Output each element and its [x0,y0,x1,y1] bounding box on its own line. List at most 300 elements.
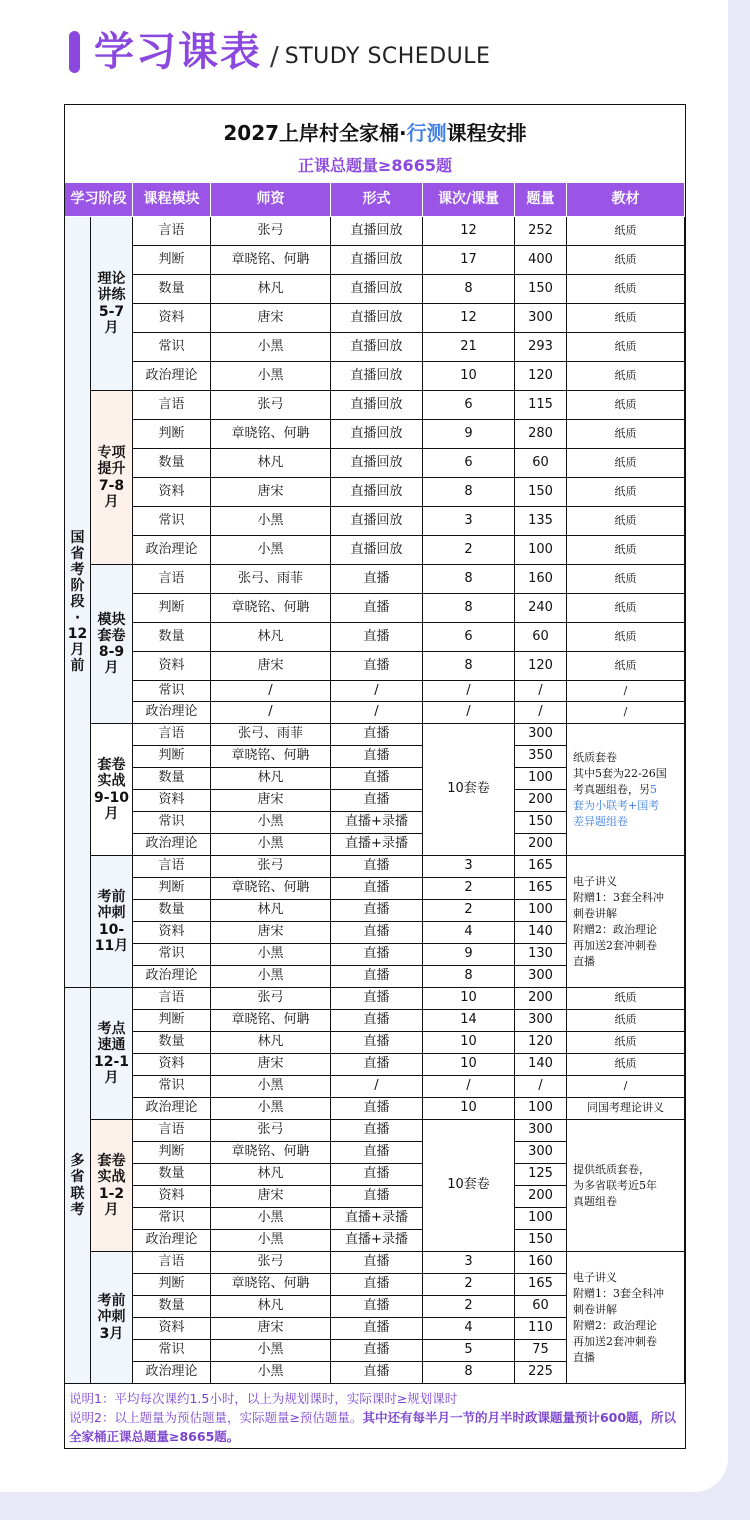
form-cell: 直播 [331,724,423,746]
column-header-lessons: 课次/课量 [423,183,515,217]
module-cell: 言语 [133,988,211,1010]
page-header [70,26,490,76]
questions-cell: 160 [515,1252,567,1274]
module-cell: 言语 [133,565,211,594]
lessons-cell: 3 [423,1252,515,1274]
teacher-cell: 小黑 [211,1362,331,1384]
module-cell: 资料 [133,1318,211,1340]
questions-cell: 200 [515,834,567,856]
module-cell: 判断 [133,594,211,623]
material-cell: 纸质 [567,420,685,449]
lessons-cell: 10 [423,1098,515,1120]
form-cell: 直播回放 [331,478,423,507]
form-cell: 直播 [331,1362,423,1384]
material-note-line: 电子讲义 [573,1270,617,1284]
form-cell: 直播+录播 [331,1208,423,1230]
material-cell: 纸质 [567,304,685,333]
lessons-cell: 21 [423,333,515,362]
module-cell: 言语 [133,217,211,246]
teacher-cell: 小黑 [211,1230,331,1252]
teacher-cell: 林凡 [211,449,331,478]
schedule-card [64,104,686,1449]
teacher-cell: 唐宋 [211,922,331,944]
module-cell: 言语 [133,724,211,746]
questions-cell: 200 [515,988,567,1010]
lessons-cell: 8 [423,478,515,507]
teacher-cell: / [211,681,331,702]
teacher-cell: 唐宋 [211,1318,331,1340]
module-cell: 资料 [133,478,211,507]
questions-cell: / [515,1076,567,1098]
form-cell: / [331,702,423,724]
form-cell: 直播 [331,1296,423,1318]
stage-label: 专项 提升 7-8 月 [91,391,133,565]
material-note-line [573,874,664,970]
material-note-line: 再加送2套冲刺卷 [573,1334,657,1348]
teacher-cell: 张弓、雨菲 [211,565,331,594]
lessons-cell: 14 [423,1010,515,1032]
lessons-cell: 8 [423,275,515,304]
questions-cell: 120 [515,652,567,681]
footnote-1: 说明1：平均每次课约1.5小时，以上为规划课时，实际课时≥规划课时 [69,1391,458,1406]
questions-cell: 280 [515,420,567,449]
footnote-2: 说明2：以上题量为预估题量，实际题量≥预估题量。其中还有每半月一节的月半时政课题量预计600题，所以全家桶正课总题量≥8665题。 [69,1410,677,1444]
teacher-cell: 唐宋 [211,1054,331,1076]
material-note-line: 直播 [573,1350,595,1364]
module-cell: 数量 [133,1296,211,1318]
teacher-cell: 小黑 [211,1340,331,1362]
module-cell: 言语 [133,1252,211,1274]
teacher-cell: 章晓铭、何聃 [211,594,331,623]
lessons-cell: 2 [423,536,515,565]
teacher-cell: 章晓铭、何聃 [211,1274,331,1296]
form-cell: 直播回放 [331,246,423,275]
questions-cell: 160 [515,565,567,594]
questions-cell: 300 [515,1120,567,1142]
material-cell: 纸质 [567,1010,685,1032]
material-note-line [573,1162,657,1210]
module-cell: 常识 [133,812,211,834]
module-cell: 政治理论 [133,702,211,724]
form-cell: 直播 [331,1032,423,1054]
material-cell: 纸质 [567,594,685,623]
questions-cell: 165 [515,878,567,900]
questions-cell: 100 [515,1098,567,1120]
material-cell: 纸质 [567,1032,685,1054]
material-cell: / [567,702,685,724]
lessons-cell: / [423,1076,515,1098]
teacher-cell: 小黑 [211,362,331,391]
module-cell: 资料 [133,304,211,333]
material-note-line: 直播 [573,954,595,968]
questions-cell: 60 [515,1296,567,1318]
teacher-cell: 林凡 [211,900,331,922]
form-cell: 直播 [331,565,423,594]
teacher-cell: 唐宋 [211,478,331,507]
schedule-title: 2027上岸村全家桶·行测课程安排 [223,121,527,145]
material-note-line: 附赠1：3套全科冲 [573,890,664,904]
questions-cell: 300 [515,304,567,333]
material-note-line: 附赠2：政治理论 [573,1318,657,1332]
questions-cell: 60 [515,623,567,652]
lessons-cell: 6 [423,623,515,652]
lessons-cell: 10 [423,362,515,391]
form-cell: 直播 [331,1010,423,1032]
questions-cell: 100 [515,1208,567,1230]
teacher-cell: 章晓铭、何聃 [211,878,331,900]
questions-cell: 120 [515,362,567,391]
lessons-cell: 6 [423,449,515,478]
material-note-line [573,1270,664,1366]
form-cell: 直播 [331,966,423,988]
module-cell: 数量 [133,275,211,304]
questions-cell: 240 [515,594,567,623]
lessons-cell: / [423,681,515,702]
lessons-cell: 12 [423,217,515,246]
questions-cell: 200 [515,1186,567,1208]
teacher-cell: 唐宋 [211,1186,331,1208]
column-header-phase: 学习阶段 [65,183,133,217]
lessons-cell: 3 [423,507,515,536]
module-cell: 判断 [133,746,211,768]
questions-cell: / [515,681,567,702]
module-cell: 数量 [133,768,211,790]
questions-cell: 100 [515,900,567,922]
accent-bar [69,31,80,73]
questions-cell: 225 [515,1362,567,1384]
questions-cell: 100 [515,536,567,565]
form-cell: 直播 [331,900,423,922]
form-cell: 直播 [331,1142,423,1164]
questions-cell: 300 [515,1142,567,1164]
teacher-cell: 小黑 [211,536,331,565]
module-cell: 判断 [133,878,211,900]
form-cell: 直播+录播 [331,834,423,856]
column-header-module: 课程模块 [133,183,211,217]
material-note [567,724,685,856]
questions-cell: 150 [515,1230,567,1252]
lessons-cell: 2 [423,878,515,900]
module-cell: 判断 [133,246,211,275]
teacher-cell: 小黑 [211,812,331,834]
column-header-material: 教材 [567,183,685,217]
teacher-cell: 唐宋 [211,304,331,333]
module-cell: 常识 [133,1076,211,1098]
lessons-cell: 10 [423,1032,515,1054]
form-cell: 直播回放 [331,333,423,362]
questions-cell: 60 [515,449,567,478]
material-note-line: 电子讲义 [573,874,617,888]
module-cell: 数量 [133,1032,211,1054]
lessons-cell: 2 [423,900,515,922]
teacher-cell: 小黑 [211,1098,331,1120]
lessons-cell: 4 [423,1318,515,1340]
material-note [567,856,685,988]
questions-cell: 100 [515,768,567,790]
teacher-cell: 林凡 [211,275,331,304]
module-cell: 政治理论 [133,536,211,565]
column-header-questions: 题量 [515,183,567,217]
material-cell: 纸质 [567,536,685,565]
teacher-cell: 张弓 [211,1120,331,1142]
page-subtitle-en: STUDY SCHEDULE [284,44,491,69]
module-cell: 政治理论 [133,1098,211,1120]
stage-label: 考点 速通 12-1 月 [91,988,133,1120]
form-cell: 直播 [331,746,423,768]
lessons-merged: 10套卷 [423,724,515,856]
form-cell: 直播 [331,944,423,966]
module-cell: 判断 [133,420,211,449]
questions-cell: 200 [515,790,567,812]
teacher-cell: 章晓铭、何聃 [211,746,331,768]
material-cell: 纸质 [567,333,685,362]
material-cell: 纸质 [567,565,685,594]
teacher-cell: 小黑 [211,966,331,988]
material-note-line: 考真题组卷，另5 [573,782,657,796]
lessons-cell: / [423,702,515,724]
lessons-cell: 8 [423,652,515,681]
module-cell: 判断 [133,1142,211,1164]
teacher-cell: 章晓铭、何聃 [211,1010,331,1032]
questions-cell: 140 [515,922,567,944]
phase-label: 国 省 考 阶 段 · 12 月 前 [65,217,91,988]
material-cell: 纸质 [567,623,685,652]
module-cell: 资料 [133,1054,211,1076]
lessons-cell: 8 [423,1362,515,1384]
title-separator: / [270,42,279,72]
teacher-cell: 小黑 [211,1076,331,1098]
teacher-cell: 唐宋 [211,652,331,681]
lessons-cell: 4 [423,922,515,944]
lessons-cell: 2 [423,1274,515,1296]
form-cell: 直播回放 [331,507,423,536]
material-cell: 纸质 [567,275,685,304]
form-cell: 直播 [331,856,423,878]
questions-cell: 252 [515,217,567,246]
lessons-cell: 2 [423,1296,515,1318]
material-note-line: 再加送2套冲刺卷 [573,938,657,952]
form-cell: / [331,681,423,702]
form-cell: 直播 [331,1340,423,1362]
form-cell: 直播回放 [331,275,423,304]
teacher-cell: 林凡 [211,1296,331,1318]
stage-label: 模块 套卷 8-9 月 [91,565,133,724]
module-cell: 常识 [133,681,211,702]
lessons-cell: 3 [423,856,515,878]
material-note-line: 真题组卷 [573,1194,617,1208]
module-cell: 政治理论 [133,966,211,988]
teacher-cell: 林凡 [211,768,331,790]
form-cell: 直播回放 [331,536,423,565]
module-cell: 政治理论 [133,362,211,391]
module-cell: 判断 [133,1274,211,1296]
questions-cell: 140 [515,1054,567,1076]
phase-label: 多 省 联 考 [65,988,91,1384]
lessons-merged: 10套卷 [423,1120,515,1252]
teacher-cell: 张弓 [211,217,331,246]
lessons-cell: 8 [423,594,515,623]
column-header-teacher: 师资 [211,183,331,217]
questions-cell: 125 [515,1164,567,1186]
material-cell: 纸质 [567,507,685,536]
form-cell: 直播回放 [331,362,423,391]
module-cell: 资料 [133,922,211,944]
material-note-line: 纸质套卷 [573,750,617,764]
teacher-cell: 林凡 [211,1032,331,1054]
form-cell: / [331,1076,423,1098]
lessons-cell: 10 [423,1054,515,1076]
material-cell: 同国考理论讲义 [567,1098,685,1120]
teacher-cell: 章晓铭、何聃 [211,420,331,449]
form-cell: 直播 [331,922,423,944]
schedule-table [65,183,685,1389]
stage-label: 套卷 实战 9-10 月 [91,724,133,856]
form-cell: 直播 [331,1098,423,1120]
module-cell: 资料 [133,652,211,681]
lessons-cell: 8 [423,565,515,594]
questions-cell: 120 [515,1032,567,1054]
form-cell: 直播回放 [331,217,423,246]
teacher-cell: 小黑 [211,1208,331,1230]
form-cell: 直播回放 [331,304,423,333]
module-cell: 数量 [133,449,211,478]
material-note [567,1252,685,1384]
column-header-form: 形式 [331,183,423,217]
questions-cell: 165 [515,1274,567,1296]
lessons-cell: 17 [423,246,515,275]
material-cell: / [567,1076,685,1098]
questions-cell: 350 [515,746,567,768]
footnotes [65,1389,685,1446]
teacher-cell: 林凡 [211,623,331,652]
questions-cell: 150 [515,478,567,507]
page-title: 学习课表 [94,29,262,75]
module-cell: 政治理论 [133,834,211,856]
form-cell: 直播回放 [331,449,423,478]
material-note-line: 刺卷讲解 [573,906,617,920]
module-cell: 言语 [133,1120,211,1142]
teacher-cell: 章晓铭、何聃 [211,246,331,275]
teacher-cell: 小黑 [211,333,331,362]
questions-cell: 293 [515,333,567,362]
module-cell: 常识 [133,944,211,966]
form-cell: 直播回放 [331,391,423,420]
teacher-cell: 张弓 [211,1252,331,1274]
lessons-cell: 9 [423,420,515,449]
material-note [567,1120,685,1252]
questions-cell: 110 [515,1318,567,1340]
form-cell: 直播 [331,1318,423,1340]
lessons-cell: 12 [423,304,515,333]
teacher-cell: 张弓 [211,391,331,420]
questions-cell: 400 [515,246,567,275]
lessons-cell: 10 [423,988,515,1010]
questions-cell: 300 [515,724,567,746]
material-cell: 纸质 [567,362,685,391]
module-cell: 常识 [133,1340,211,1362]
material-cell: 纸质 [567,391,685,420]
lessons-cell: 8 [423,966,515,988]
questions-cell: 150 [515,275,567,304]
material-note-line: 附赠2：政治理论 [573,922,657,936]
module-cell: 数量 [133,900,211,922]
form-cell: 直播 [331,1120,423,1142]
stage-label: 理论 讲练 5-7 月 [91,217,133,391]
module-cell: 常识 [133,1208,211,1230]
material-cell: / [567,681,685,702]
teacher-cell: 章晓铭、何聃 [211,1142,331,1164]
form-cell: 直播 [331,594,423,623]
material-cell: 纸质 [567,652,685,681]
material-note-line: 其中5套为22-26国 [573,766,667,780]
module-cell: 政治理论 [133,1230,211,1252]
material-cell: 纸质 [567,449,685,478]
form-cell: 直播+录播 [331,1230,423,1252]
teacher-cell: 张弓、雨菲 [211,724,331,746]
form-cell: 直播 [331,1252,423,1274]
questions-cell: 150 [515,812,567,834]
stage-label: 考前 冲刺 10- 11月 [91,856,133,988]
form-cell: 直播+录播 [331,812,423,834]
stage-label: 考前 冲刺 3月 [91,1252,133,1384]
material-note-line: 套为小联考+国考 [573,798,660,812]
form-cell: 直播 [331,878,423,900]
lessons-cell: 6 [423,391,515,420]
teacher-cell: 小黑 [211,834,331,856]
form-cell: 直播 [331,790,423,812]
teacher-cell: 小黑 [211,507,331,536]
teacher-cell: 张弓 [211,856,331,878]
stage-label: 套卷 实战 1-2 月 [91,1120,133,1252]
questions-cell: 300 [515,1010,567,1032]
form-cell: 直播 [331,623,423,652]
material-note-line: 刺卷讲解 [573,1302,617,1316]
material-cell: 纸质 [567,1054,685,1076]
material-note-line: 差异题组卷 [573,814,628,828]
form-cell: 直播 [331,988,423,1010]
questions-cell: 135 [515,507,567,536]
form-cell: 直播 [331,652,423,681]
material-note-line: 提供纸质套卷， [573,1162,650,1176]
form-cell: 直播 [331,1054,423,1076]
module-cell: 判断 [133,1010,211,1032]
form-cell: 直播 [331,1164,423,1186]
teacher-cell: 张弓 [211,988,331,1010]
material-cell: 纸质 [567,988,685,1010]
form-cell: 直播 [331,1186,423,1208]
teacher-cell: 小黑 [211,944,331,966]
form-cell: 直播 [331,1274,423,1296]
material-cell: 纸质 [567,217,685,246]
questions-cell: 300 [515,966,567,988]
lessons-cell: 5 [423,1340,515,1362]
module-cell: 资料 [133,1186,211,1208]
material-note-line: 为多省联考近5年 [573,1178,657,1192]
lessons-cell: 9 [423,944,515,966]
module-cell: 言语 [133,391,211,420]
module-cell: 言语 [133,856,211,878]
module-cell: 数量 [133,1164,211,1186]
form-cell: 直播 [331,768,423,790]
questions-cell: 115 [515,391,567,420]
teacher-cell: 林凡 [211,1164,331,1186]
material-note-line: 附赠1：3套全科冲 [573,1286,664,1300]
questions-cell: 75 [515,1340,567,1362]
teacher-cell: 唐宋 [211,790,331,812]
teacher-cell: / [211,702,331,724]
material-note-line [573,750,667,830]
questions-cell: 130 [515,944,567,966]
